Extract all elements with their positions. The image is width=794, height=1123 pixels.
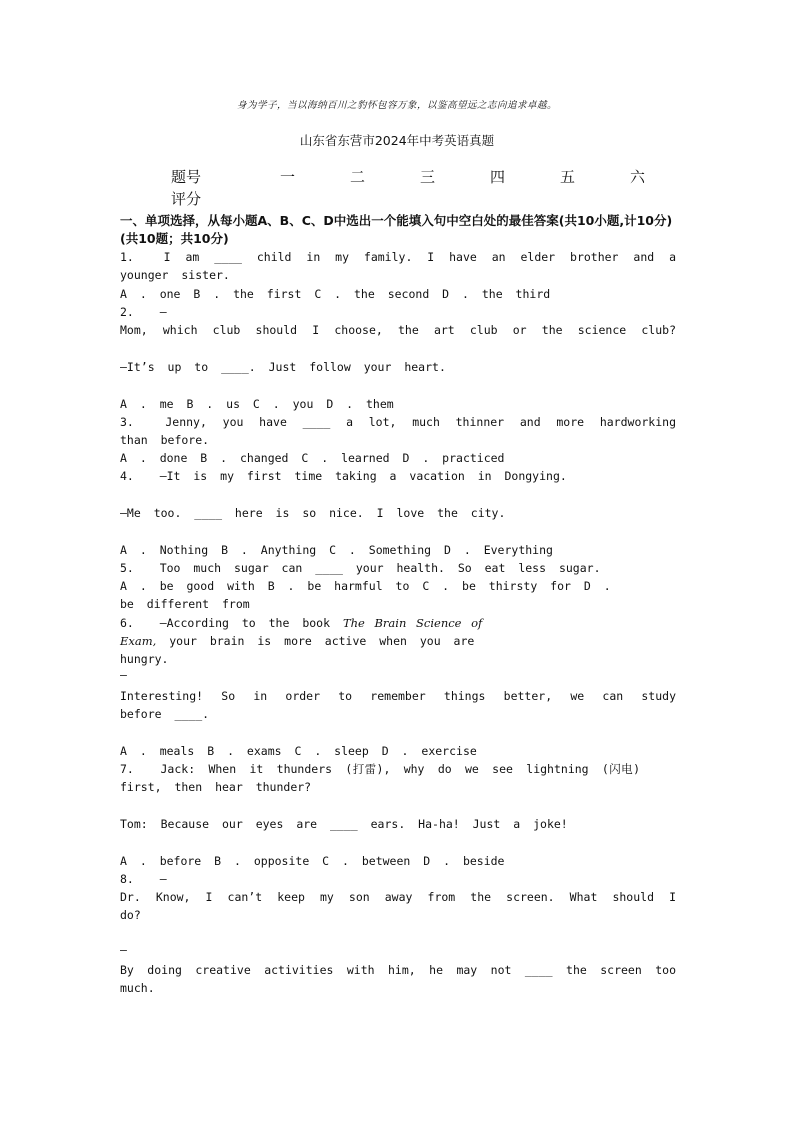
score-table [171, 166, 671, 210]
question-6-dash: — [120, 668, 127, 682]
question-5-options-2: be different from [120, 597, 250, 611]
question-6-options: A . meals B . exams C . sleep D . exercise [120, 744, 477, 758]
column-4: 四 [490, 168, 506, 186]
question-3-stem: 3. Jenny, you have ____ a lot, much thinner and more hardworking than before. [120, 415, 689, 447]
question-3-options: A . done B . changed C . learned D . practiced [120, 451, 505, 465]
question-7-line1: 7. Jack: When it thunders (打雷), why do we see lightning (闪电) first, then hear thunder? [120, 762, 653, 794]
header-label: 题号 [171, 168, 202, 186]
question-5-options-1: A . be good with B . be harmful to C . be thirsty for D . [120, 579, 611, 593]
question-4-options: A . Nothing B . Anything C . Something D . Everything [120, 543, 553, 557]
question-8-dash: — [120, 943, 127, 957]
question-8-number: 8. — [120, 872, 167, 886]
section-heading: 一、单项选择，从每小题A、B、C、D中选出一个能填入句中空白处的最佳答案(共10小题,计10分)(共10题；共10分) [120, 213, 673, 246]
question-4-line2: —Me too. ____ here is so nice. I love the city. [120, 506, 506, 520]
column-3: 三 [420, 168, 436, 186]
motto-header: 身为学子，当以海纳百川之豹怀包容万象，以鉴高望远之志向追求卓越。 [236, 100, 557, 111]
column-2: 二 [350, 168, 366, 186]
question-6-stem [120, 614, 520, 668]
question-1-stem: 1. I am ____ child in my family. I have an elder brother and a younger sister. [120, 250, 689, 282]
question-2-number: 2. — [120, 305, 167, 319]
book-title: The Brain Science of Exam, [120, 616, 492, 648]
score-row [171, 188, 671, 210]
question-6-post: your brain is more active when you are hungry. [120, 634, 488, 666]
column-5: 五 [560, 168, 576, 186]
question-2-line2: —It’s up to ____. Just follow your heart. [120, 360, 446, 374]
question-4-line1: 4. —It is my first time taking a vacation in Dongying. [120, 469, 567, 483]
question-5-stem: 5. Too much sugar can ____ your health. So eat less sugar. [120, 561, 601, 575]
question-7-options: A . before B . opposite C . between D . beside [120, 854, 505, 868]
score-label: 评分 [171, 190, 202, 208]
question-8-line1: Dr. Know, I can’t keep my son away from the screen. What should I do? [120, 890, 689, 922]
question-7-line2: Tom: Because our eyes are ____ ears. Ha-ha! Just a joke! [120, 817, 568, 831]
question-8-line2: By doing creative activities with him, he may not ____ the screen too much. [120, 963, 689, 995]
question-2-options: A . me B . us C . you D . them [120, 397, 394, 411]
score-header-row [171, 166, 671, 188]
question-6-pre: 6. —According to the book [120, 616, 343, 630]
question-2-line1: Mom, which club should I choose, the art club or the science club? [120, 323, 676, 337]
column-1: 一 [280, 168, 296, 186]
question-6-line2: Interesting! So in order to remember things better, we can study before ____. [120, 689, 689, 721]
column-6: 六 [630, 168, 646, 186]
page-title: 山东省东营市2024年中考英语真题 [299, 133, 495, 148]
question-1-options: A . one B . the first C . the second D . the third [120, 287, 551, 301]
